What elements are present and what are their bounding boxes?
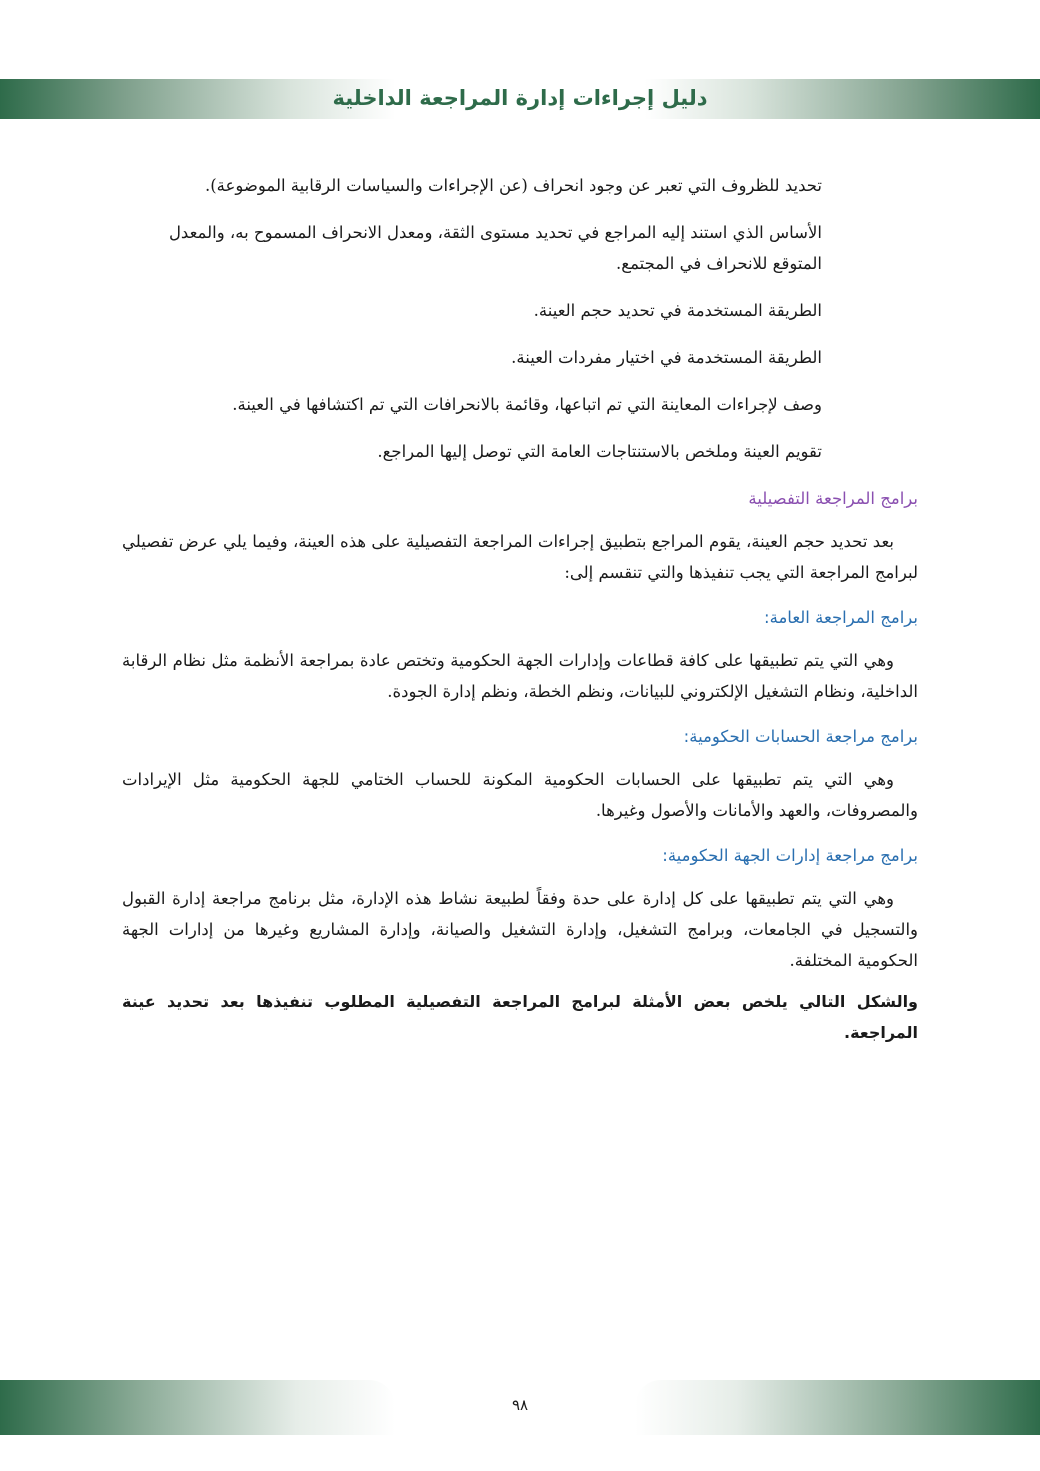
list-item: الأساس الذي استند إليه المراجع في تحديد مستوى الثقة، ومعدل الانحراف المسموح به، والمعدل المتوقع للانحراف في المجتمع. — [168, 223, 822, 273]
general-programs-text: وهي التي يتم تطبيقها على كافة قطاعات وإدارات الجهة الحكومية وتختص عادة بمراجعة الأنظمة مثل نظام الرقابة الداخلية، ونظام التشغيل الإلكتروني للبيانات، ونظم الخطة، ونظم إدارة الجودة. — [122, 651, 918, 701]
accounts-programs-heading: برامج مراجعة الحسابات الحكومية: — [683, 727, 918, 746]
detailed-programs-text: بعد تحديد حجم العينة، يقوم المراجع بتطبيق إجراءات المراجعة التفصيلية على هذه العينة، وفيما يلي عرض تفصيلي لبرامج المراجعة التي يجب تنفيذها والتي تنقسم إلى: — [122, 532, 918, 582]
detailed-programs-heading: برامج المراجعة التفصيلية — [748, 489, 918, 508]
list-item: تحديد للظروف التي تعبر عن وجود انحراف (عن الإجراءات والسياسات الرقابية الموضوعة). — [204, 176, 822, 195]
departments-programs-heading: برامج مراجعة إدارات الجهة الحكومية: — [662, 846, 918, 865]
list-item: الطريقة المستخدمة في اختيار مفردات العينة. — [511, 348, 822, 367]
list-item: وصف لإجراءات المعاينة التي تم اتباعها، وقائمة بالانحرافات التي تم اكتشافها في العينة. — [232, 395, 822, 414]
accounts-programs-text: وهي التي يتم تطبيقها على الحسابات الحكومية المكونة للحساب الختامي للجهة الحكومية مثل الإيرادات والمصروفات، والعهد والأمانات والأصول وغيرها. — [122, 770, 918, 820]
general-programs-heading: برامج المراجعة العامة: — [764, 608, 918, 627]
page-number: ٩٨ — [511, 1396, 529, 1414]
bullet-list — [122, 170, 918, 467]
list-item: تقويم العينة وملخص بالاستنتاجات العامة التي توصل إليها المراجع. — [377, 442, 822, 461]
closing-statement: والشكل التالي يلخص بعض الأمثلة لبرامج المراجعة التفصيلية المطلوب تنفيذها بعد تحديد عينة المراجعة. — [122, 992, 918, 1042]
departments-programs-text: وهي التي يتم تطبيقها على كل إدارة على حدة وفقاً لطبيعة نشاط هذه الإدارة، مثل برنامج مراجعة إدارة القبول والتسجيل في الجامعات، وبرامج التشغيل، وإدارة التشغيل والصيانة، وإدارة المشاريع وغيرها من إدارات الجهة الحكومية المختلفة. — [122, 889, 918, 970]
page-header-title: دليل إجراءات إدارة المراجعة الداخلية — [332, 86, 708, 110]
page-content — [122, 170, 918, 1058]
list-item: الطريقة المستخدمة في تحديد حجم العينة. — [533, 301, 822, 320]
